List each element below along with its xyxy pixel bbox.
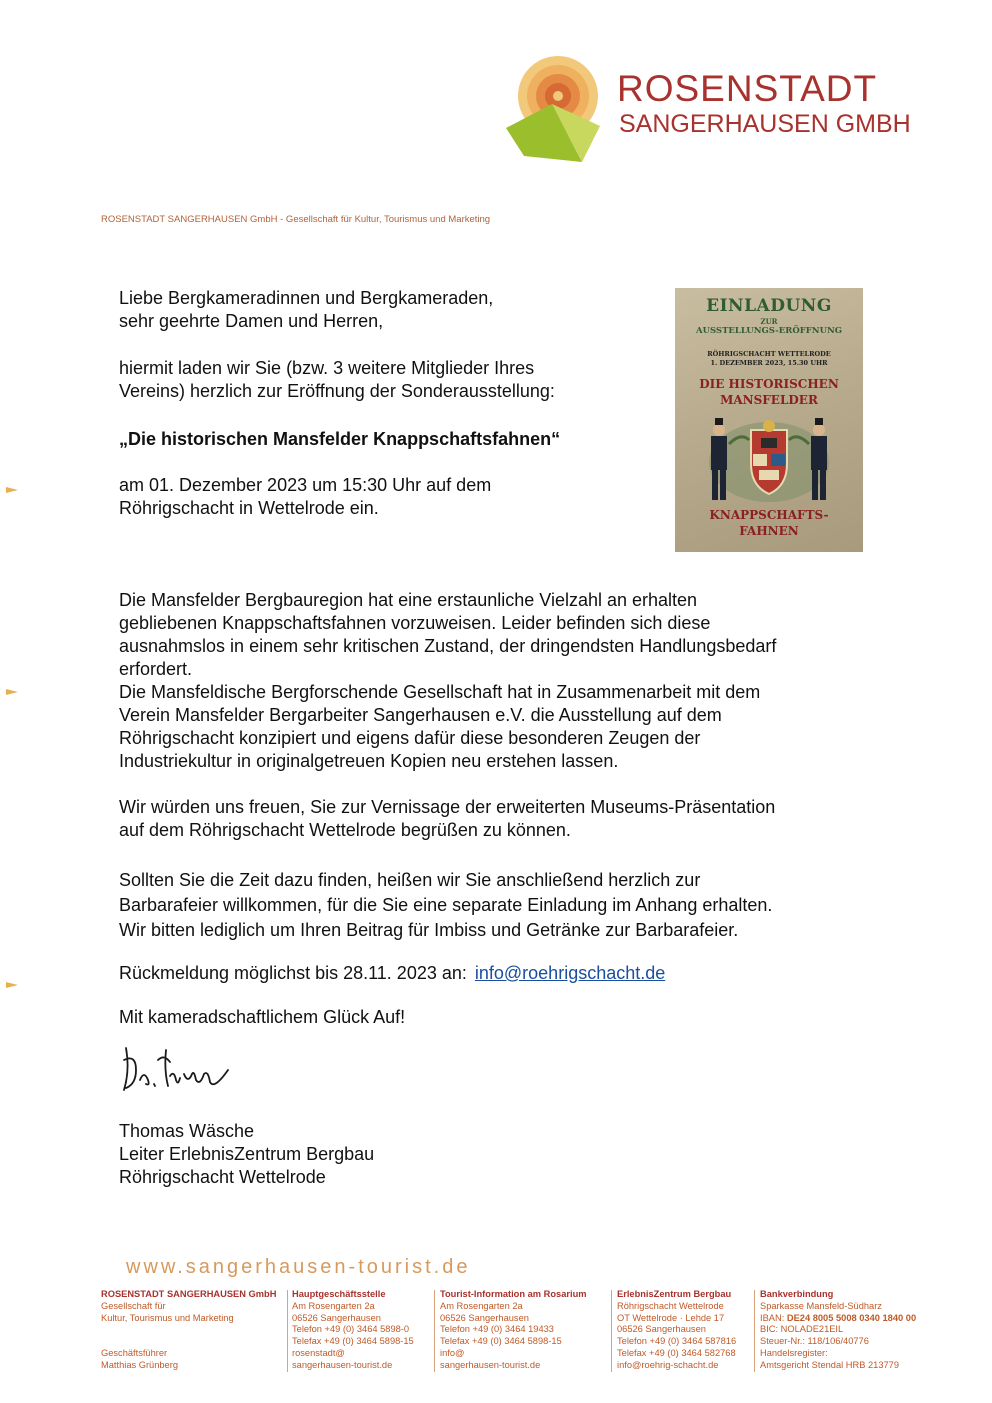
fold-mark-icon bbox=[6, 982, 18, 988]
footer-erlebniszentrum-column: ErlebnisZentrum Bergbau Röhrigschacht Wettelrode OT Wettelrode · Lehde 17 06526 Sangerhausen Telefon +49 (0) 3464 587816 Telefax +49 (0) 3464 582768 info@roehrig-schacht.de bbox=[617, 1289, 737, 1370]
footer-divider bbox=[611, 1290, 612, 1372]
intro-paragraph: hiermit laden wir Sie (bzw. 3 weitere Mitglieder Ihres Vereins) herzlich zur Eröffnung der Sonderausstellung: bbox=[119, 358, 555, 401]
sender-address-line: ROSENSTADT SANGERHAUSEN GmbH - Gesellschaft für Kultur, Tourismus und Marketing bbox=[101, 214, 491, 225]
greeting: Liebe Bergkameradinnen und Bergkameraden, sehr geehrte Damen und Herren, bbox=[119, 288, 494, 331]
poster-title: EINLADUNG bbox=[706, 296, 832, 316]
poster-zur: ZUR bbox=[760, 317, 778, 326]
body-paragraph-1: Die Mansfelder Bergbauregion hat eine erstaunliche Vielzahl an erhalten gebliebenen Knappschaftsfahnen vorzuweisen. Leider befinden sich diese ausnahmslos in einem sehr kritischen Zustand, der dringendsten Handlungsbedarf erfordert. Die Mansfeldische Bergforschende Gesellschaft hat in Zusammenarbeit mit dem Verein Mansfelder Bergarbeiter Sangerhausen e.V. die Ausstellung auf dem Röhrigschacht konzipiert und eigens dafür diese besonderen Zeugen der Industriekultur in originalgetreuen Kopien neu erstehen lassen. bbox=[119, 590, 777, 771]
rsvp-line bbox=[119, 962, 879, 985]
footer-company-column: ROSENSTADT SANGERHAUSEN GmbH Gesellschaft für Kultur, Tourismus und Marketing Geschäftsführer Matthias Grünberg bbox=[101, 1289, 277, 1370]
footer-bank-column: Bankverbindung Sparkasse Mansfeld-Südharz IBAN: DE24 8005 5008 0340 1840 00 BIC: NOLADE21EIL Steuer-Nr.: 118/106/40776 Handelsregister: Amtsgericht Stendal HRB 213779 bbox=[760, 1289, 940, 1372]
rsvp-email-link[interactable]: info@roehrigschacht.de bbox=[474, 963, 666, 983]
footer-divider bbox=[434, 1290, 435, 1372]
logo-subtitle: SANGERHAUSEN GMBH bbox=[619, 110, 911, 138]
poster-place: RÖHRIGSCHACHT WETTELRODE bbox=[707, 350, 831, 358]
rosenstadt-rose-logo-icon bbox=[500, 52, 612, 164]
poster-heading: DIE HISTORISCHEN bbox=[699, 377, 839, 391]
poster-subtitle: AUSSTELLUNGS-ERÖFFNUNG bbox=[695, 326, 843, 336]
poster-footer-title: FAHNEN bbox=[739, 524, 799, 538]
closing: Mit kameradschaftlichem Glück Auf! bbox=[119, 1007, 406, 1027]
footer-divider bbox=[287, 1290, 288, 1372]
fold-mark-icon bbox=[6, 487, 18, 493]
iban-line: IBAN: DE24 8005 5008 0340 1840 00 bbox=[760, 1312, 917, 1323]
footer-headoffice-column: Hauptgeschäftsstelle Am Rosengarten 2a 06526 Sangerhausen Telefon +49 (0) 3464 5898-0 Telefax +49 (0) 3464 5898-15 rosenstadt@ sangerhausen-tourist.de bbox=[292, 1289, 414, 1370]
signer-role: Leiter ErlebnisZentrum Bergbau bbox=[119, 1144, 375, 1164]
signer-block bbox=[119, 1120, 619, 1189]
footer-divider bbox=[754, 1290, 755, 1372]
fold-mark-icon bbox=[6, 689, 18, 695]
handwritten-signature bbox=[118, 1040, 248, 1102]
poster-footer-title: KNAPPSCHAFTS- bbox=[709, 508, 829, 522]
coat-of-arms-miners-illustration bbox=[685, 414, 853, 506]
website-url: www.sangerhausen-tourist.de bbox=[126, 1256, 471, 1278]
body-paragraph-3: Sollten Sie die Zeit dazu finden, heißen wir Sie anschließend herzlich zur Barbarafeier willkommen, für die Sie eine separate Einladung im Anhang erhalten. Wir bitten lediglich um Ihren Beitrag für Imbiss und Getränke zur Barbarafeier. bbox=[119, 870, 773, 940]
exhibition-title: „Die historischen Mansfelder Knappschaftsfahnen“ bbox=[119, 429, 561, 449]
signer-location: Röhrigschacht Wettelrode bbox=[119, 1167, 326, 1187]
invitation-poster bbox=[675, 288, 863, 552]
body-paragraph-2: Wir würden uns freuen, Sie zur Vernissage der erweiterten Museums-Präsentation auf dem Röhrigschacht Wettelrode begrüßen zu können. bbox=[119, 797, 776, 840]
poster-heading: MANSFELDER bbox=[720, 393, 818, 407]
poster-date: 1. DEZEMBER 2023, 15.30 UHR bbox=[710, 359, 828, 367]
logo-title: ROSENSTADT bbox=[617, 68, 878, 109]
footer-tourist-info-column: Tourist-Information am Rosarium Am Rosengarten 2a 06526 Sangerhausen Telefon +49 (0) 3464 19433 Telefax +49 (0) 3464 5898-15 info@ sangerhausen-tourist.de bbox=[440, 1289, 587, 1370]
rsvp-text: Rückmeldung möglichst bis 28.11. 2023 an: bbox=[119, 963, 467, 983]
date-place-paragraph: am 01. Dezember 2023 um 15:30 Uhr auf dem Röhrigschacht in Wettelrode ein. bbox=[119, 475, 492, 518]
signer-name: Thomas Wäsche bbox=[119, 1121, 255, 1141]
